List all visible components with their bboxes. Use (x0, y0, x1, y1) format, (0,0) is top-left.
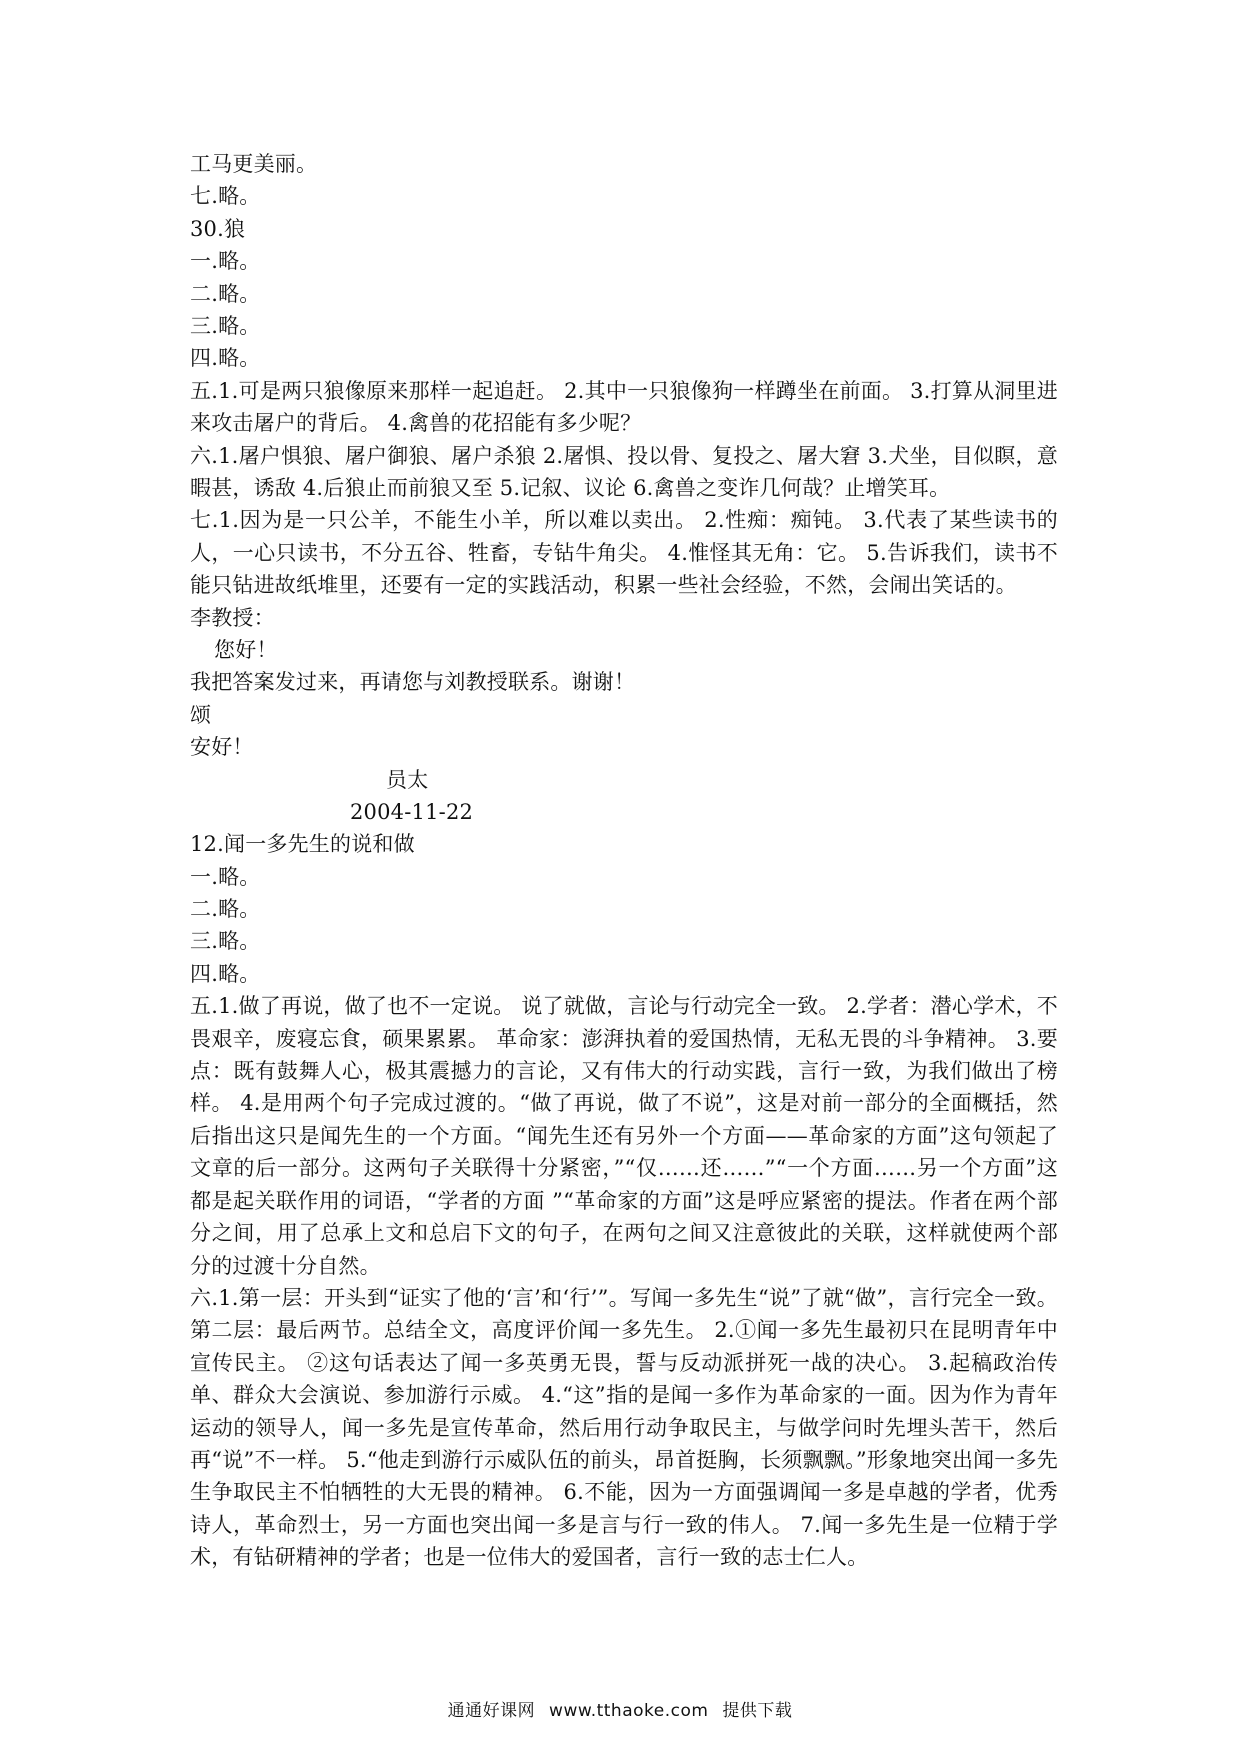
section-title: 30.狼 (190, 216, 246, 241)
text-line: 四.略。 (190, 346, 261, 371)
answer-paragraph: 五.1.做了再说，做了也不一定说。 说了就做，言论与行动完全一致。 2.学者：潜心学术，不畏艰辛，废寝忘食，硕果累累。 革命家：澎湃执着的爱国热情，无私无畏的斗争精神。 3.要点：既有鼓舞人心，极其震撼力的言论，又有伟大的行动实践，言行一致，为我们做出了榜样。 4.是用两个句子完成过渡的。“做了再说，做了不说”，这是对前一部分的全面概括，然后指出这只是闻先生的一个方面。“闻先生还有另外一个方面——革命家的方面”这句领起了文章的后一部分。这两句子关联得十分紧密，”“仅……还……”“一个方面……另一个方面”这都是起关联作用的词语，“学者的方面 ”“革命家的方面”这是呼应紧密的提法。作者在两个部分之间，用了总承上文和总启下文的句子，在两句之间又注意彼此的关联，这样就使两个部分的过渡十分自然。 (190, 994, 1058, 1278)
text-line: 一.略。 (190, 249, 261, 274)
text-line: 四.略。 (190, 961, 261, 986)
footer-download-text: 提供下载 (722, 1701, 793, 1721)
letter-body: 我把答案发过来，再请您与刘教授联系。谢谢！ (190, 670, 636, 695)
footer-url[interactable]: www.tthaoke.com (549, 1701, 709, 1721)
footer-site-name: 通通好课网 (447, 1701, 536, 1721)
answer-paragraph: 七.1.因为是一只公羊，不能生小羊，所以难以卖出。 2.性痴：痴钝。 3.代表了某些读书的人，一心只读书，不分五谷、牲畜，专钻牛角尖。 4.惟怪其无角：它。 5.告诉我们，读书不能只钻进故纸堆里，还要有一定的实践活动，积累一些社会经验，不然，会闹出笑话的。 (190, 508, 1058, 598)
text-line: 二.略。 (190, 281, 261, 306)
text-line: 二.略。 (190, 897, 261, 922)
section-title: 12.闻一多先生的说和做 (190, 832, 415, 857)
letter-salutation: 李教授： (190, 605, 275, 630)
document-body (190, 148, 1058, 1574)
page-footer (0, 1696, 1240, 1721)
text-line: 七.略。 (190, 184, 261, 209)
letter-closing: 颂 (190, 702, 212, 727)
text-line: 工马更美丽。 (190, 152, 318, 176)
letter-closing: 安好！ (190, 735, 254, 760)
letter-greeting: 您好！ (214, 637, 278, 662)
text-line: 三.略。 (190, 929, 261, 954)
text-line: 一.略。 (190, 864, 261, 889)
answer-paragraph: 六.1.屠户惧狼、屠户御狼、屠户杀狼 2.屠惧、投以骨、复投之、屠大窘 3.犬坐，目似瞑，意暇甚，诱敌 4.后狼止而前狼又至 5.记叙、议论 6.禽兽之变诈几何哉？止增笑耳。 (190, 443, 1058, 500)
text-line: 三.略。 (190, 313, 261, 338)
answer-paragraph: 六.1.第一层：开头到“证实了他的‘言’和‘行’”。写闻一多先生“说”了就“做”，言行完全一致。第二层：最后两节。总结全文，高度评价闻一多先生。 2.①闻一多先生最初只在昆明青年中宣传民主。 ②这句话表达了闻一多英勇无畏，誓与反动派拼死一战的决心。 3.起稿政治传单、群众大会演说、参加游行示威。 4.“这”指的是闻一多作为革命家的一面。因为作为青年运动的领导人，闻一多先是宣传革命，然后用行动争取民主，与做学问时先埋头苦干，然后再“说”不一样。 5.“他走到游行示威队伍的前头，昂首挺胸，长须飘飘。”形象地突出闻一多先生争取民主不怕牺牲的大无畏的精神。 6.不能，因为一方面强调闻一多是卓越的学者，优秀诗人，革命烈士，另一方面也突出闻一多是言与行一致的伟人。 7.闻一多先生是一位精于学术，有钻研精神的学者；也是一位伟大的爱国者，言行一致的志士仁人。 (190, 1285, 1058, 1570)
letter-signature: 员太 (386, 767, 429, 792)
answer-paragraph: 五.1.可是两只狼像原来那样一起追赶。 2.其中一只狼像狗一样蹲坐在前面。 3.打算从洞里进来攻击屠户的背后。 4.禽兽的花招能有多少呢？ (190, 378, 1058, 436)
letter-date: 2004-11-22 (350, 799, 474, 824)
